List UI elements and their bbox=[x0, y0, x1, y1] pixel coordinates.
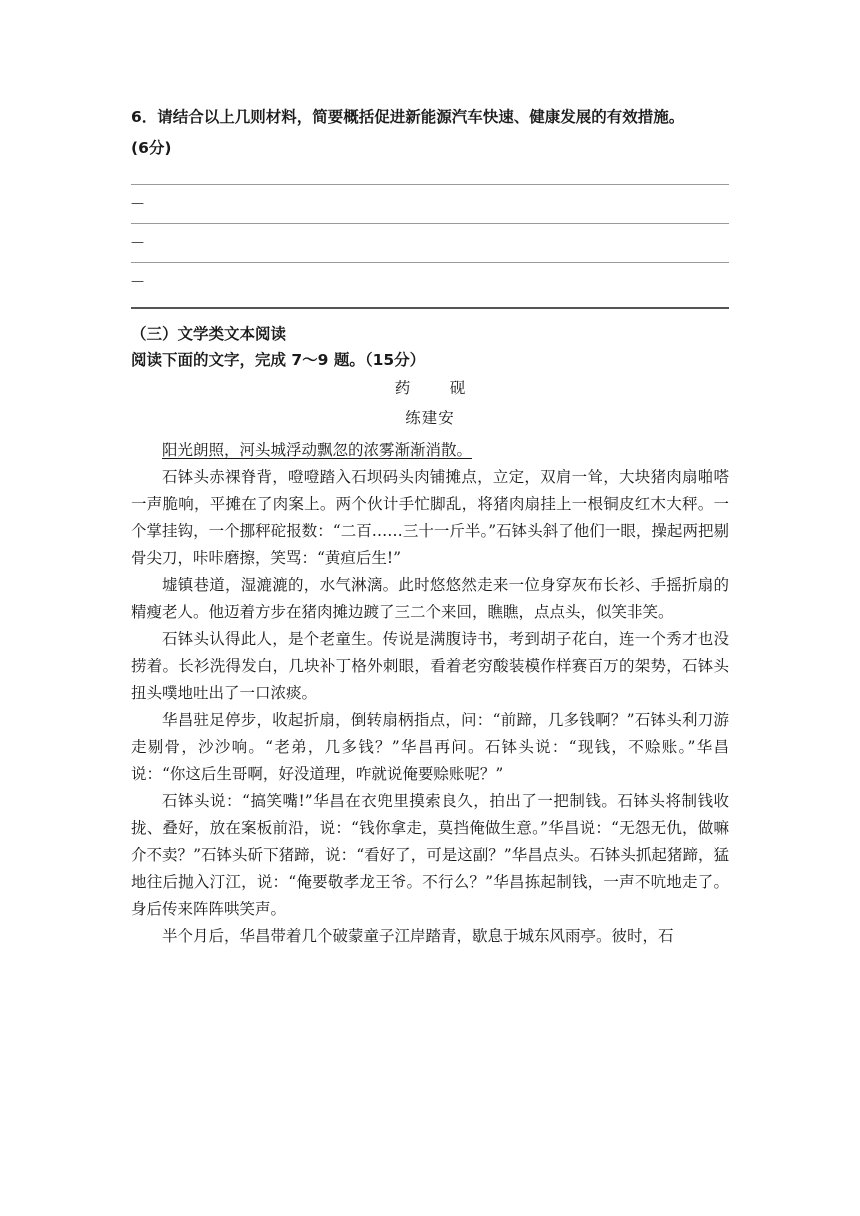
section-divider bbox=[131, 307, 729, 309]
answer-line-tail: — bbox=[131, 235, 144, 250]
story-paragraph: 墟镇巷道，湿漉漉的，水气淋漓。此时悠悠然走来一位身穿灰布长衫、手摇折扇的精瘦老人。他迈着方步在猪肉摊边踱了三二个来回，瞧瞧，点点头，似笑非笑。 bbox=[131, 576, 729, 621]
answer-line-tail: — bbox=[131, 196, 144, 211]
answer-area[interactable] bbox=[131, 184, 729, 301]
story-paragraph: 华昌驻足停步，收起折扇，倒转扇柄指点，问：“前蹄，几多钱啊？”石钵头利刀游走剔骨，沙沙响。“老弟，几多钱？”华昌再问。石钵头说：“现钱，不赊账。”华昌说：“你这后生哥啊，好没道理，咋就说俺要赊账呢？” bbox=[131, 711, 729, 783]
story-paragraph: 石钵头说：“搞笑嘴!”华昌在衣兜里摸索良久，拍出了一把制钱。石钵头将制钱收拢、叠好，放在案板前沿，说：“钱你拿走，莫挡俺做生意。”华昌说：“无怨无仇，做嘛介不卖？”石钵头斫下猪蹄，说：“看好了，可是这副？”华昌点头。石钵头抓起猪蹄，猛地往后抛入汀江，说：“俺要敬孝龙王爷。不行么？”华昌拣起制钱，一声不吭地走了。身后传来阵阵哄笑声。 bbox=[131, 792, 729, 918]
answer-line-tail: — bbox=[131, 274, 144, 289]
page-content bbox=[131, 102, 729, 950]
reading-instruction: 阅读下面的文字，完成 7～9 题。（15分） bbox=[131, 351, 426, 369]
question-6-points: (6分) bbox=[131, 139, 172, 157]
story-paragraph: 半个月后，华昌带着几个破蒙童子江岸踏青，歇息于城东风雨亭。彼时，石 bbox=[162, 927, 674, 945]
story-paragraph: 石钵头赤裸脊背，噔噔踏入石坝码头肉铺摊点，立定，双肩一耸，大块猪肉扇啪嗒一声脆响，平摊在了肉案上。两个伙计手忙脚乱，将猪肉扇挂上一根铜皮红木大秤。一个掌挂钩，一个挪秤砣报数：“二百……三十一斤半。”石钵头斜了他们一眼，操起两把剔骨尖刀，咔咔磨擦，笑骂：“黄疸后生!” bbox=[131, 468, 729, 567]
story-author: 练建安 bbox=[405, 409, 455, 427]
story-paragraph: 石钵头认得此人，是个老童生。传说是满腹诗书，考到胡子花白，连一个秀才也没捞着。长衫洗得发白，几块补丁格外刺眼，看着老穷酸装模作样赛百万的架势，石钵头扭头噗地吐出了一口浓痰。 bbox=[131, 630, 729, 702]
section-title: （三）文学类文本阅读 bbox=[131, 325, 287, 343]
story-paragraph bbox=[131, 437, 729, 464]
underlined-sentence: 阳光朗照，河头城浮动飘忽的浓雾渐渐消散。 bbox=[162, 441, 473, 459]
story-title: 药 砚 bbox=[394, 379, 478, 397]
question-6-text: 6．请结合以上几则材料，简要概括促进新能源汽车快速、健康发展的有效措施。 bbox=[131, 108, 685, 126]
